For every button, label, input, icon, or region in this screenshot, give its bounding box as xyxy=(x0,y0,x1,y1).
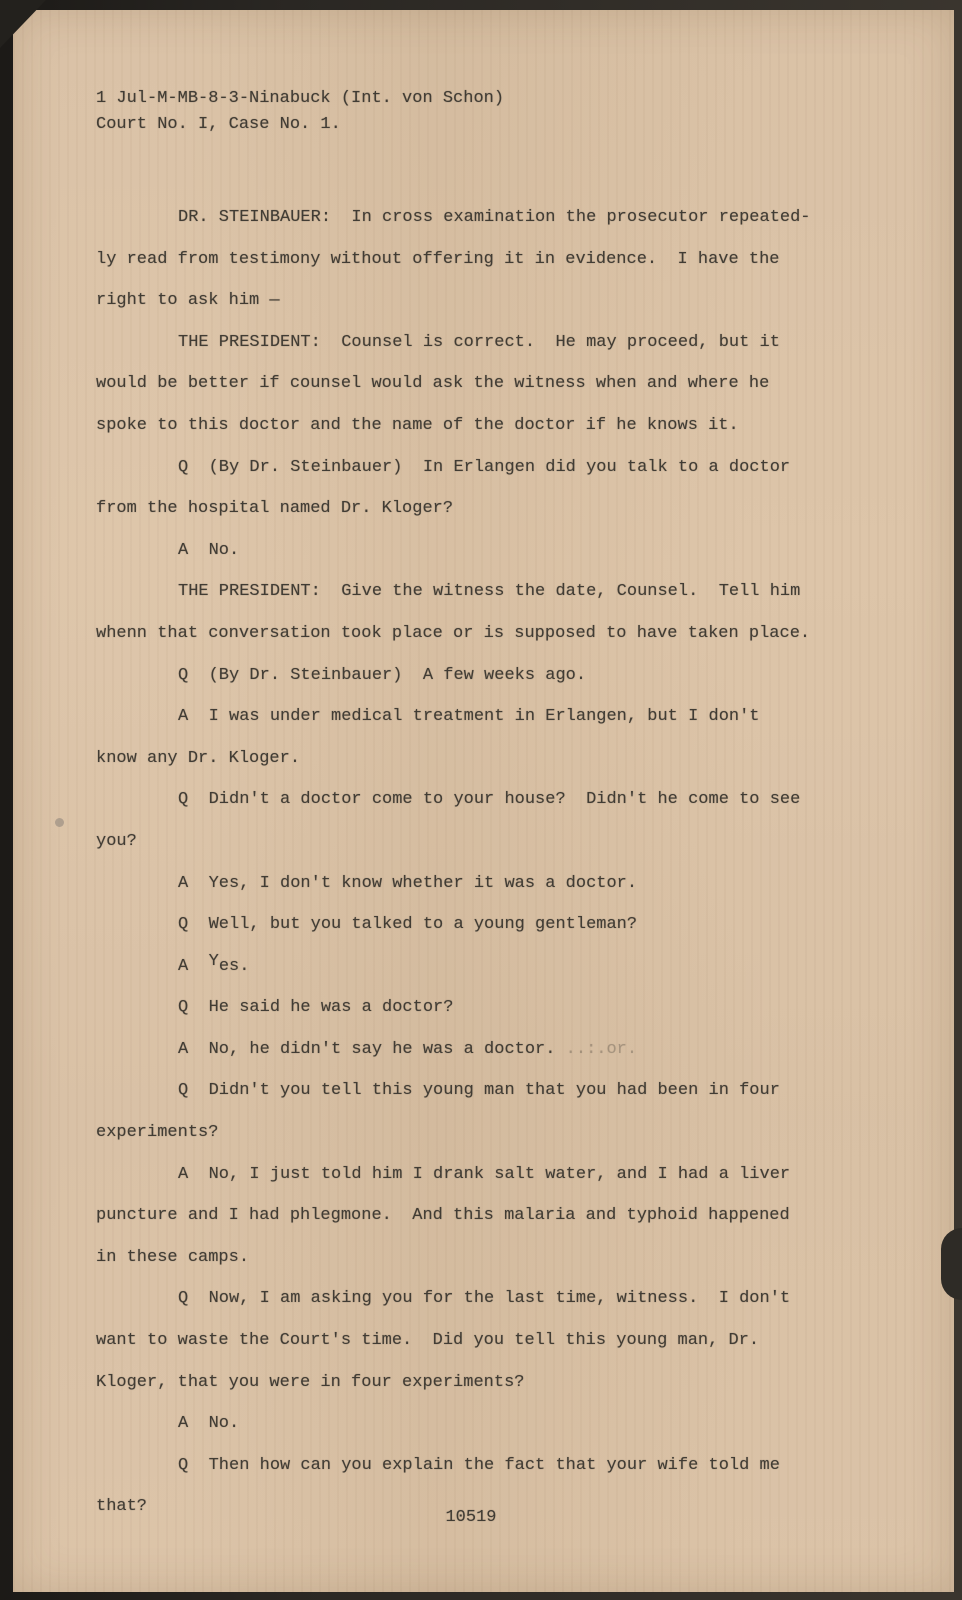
transcript-line: whenn that conversation took place or is supposed to have taken place. xyxy=(96,623,811,643)
document-page xyxy=(13,10,954,1592)
transcript-line: A Yes. xyxy=(178,951,250,976)
transcript-line: A No, he didn't say he was a doctor. ..:.or. xyxy=(178,1039,638,1059)
transcript-line: A Yes, I don't know whether it was a doctor. xyxy=(178,873,638,893)
transcript-line: A No. xyxy=(178,1414,240,1434)
transcript-line: A No, I just told him I drank salt water, and I had a liver xyxy=(178,1164,791,1184)
transcript-line: from the hospital named Dr. Kloger? xyxy=(96,499,454,519)
transcript-line: Q He said he was a doctor? xyxy=(178,998,454,1018)
transcript-line: THE PRESIDENT: Counsel is correct. He may proceed, but it xyxy=(178,332,780,352)
transcript-line: Q (By Dr. Steinbauer) In Erlangen did you talk to a doctor xyxy=(178,457,791,477)
transcript-line: spoke to this doctor and the name of the doctor if he knows it. xyxy=(96,415,739,435)
transcript-line: right to ask him — xyxy=(96,291,280,311)
page-content xyxy=(13,10,954,1592)
transcript-line: you? xyxy=(96,831,137,851)
page-number: 10519 xyxy=(445,1508,497,1527)
transcript-line: Q Didn't a doctor come to your house? Didn't he come to see xyxy=(178,790,801,810)
transcript-line: DR. STEINBAUER: In cross examination the prosecutor repeated- xyxy=(178,208,811,227)
transcript-line: A I was under medical treatment in Erlangen, but I don't xyxy=(178,707,760,727)
transcript-line: THE PRESIDENT: Give the witness the date, Counsel. Tell him xyxy=(178,582,801,602)
transcript-line: ly read from testimony without offering it in evidence. I have the xyxy=(96,249,780,269)
transcript-line: in these camps. xyxy=(96,1247,250,1267)
transcript-line: puncture and I had phlegmone. And this malaria and typhoid happened xyxy=(96,1206,790,1226)
transcript-line: that? xyxy=(96,1497,148,1517)
transcript-line: Q Then how can you explain the fact that your wife told me xyxy=(178,1455,780,1475)
transcript-line: want to waste the Court's time. Did you tell this young man, Dr. xyxy=(96,1331,760,1351)
transcript-line: Kloger, that you were in four experiments? xyxy=(96,1372,525,1392)
edge-ink-blob xyxy=(941,1228,962,1300)
faint-overstrike-text: ..:.or. xyxy=(555,1039,638,1059)
raised-character: Y xyxy=(208,951,219,971)
paper-speck xyxy=(55,818,64,827)
transcript-line: would be better if counsel would ask the witness when and where he xyxy=(96,374,770,394)
transcript-line: A No. xyxy=(178,540,240,560)
header-line-reference: 1 Jul-M-MB-8-3-Ninabuck (Int. von Schon) xyxy=(96,89,505,108)
transcript-line: Q (By Dr. Steinbauer) A few weeks ago. xyxy=(178,665,587,685)
transcript-header xyxy=(96,86,894,137)
transcript-line: Q Didn't you tell this young man that you had been in four xyxy=(178,1081,780,1101)
transcript-lines xyxy=(96,197,894,1528)
transcript-line: Q Well, but you talked to a young gentleman? xyxy=(178,915,638,935)
transcript-line: Q Now, I am asking you for the last time, witness. I don't xyxy=(178,1289,791,1309)
header-line-court-case: Court No. I, Case No. 1. xyxy=(96,114,341,134)
transcript-line: know any Dr. Kloger. xyxy=(96,748,301,768)
transcript-line: experiments? xyxy=(96,1123,219,1143)
